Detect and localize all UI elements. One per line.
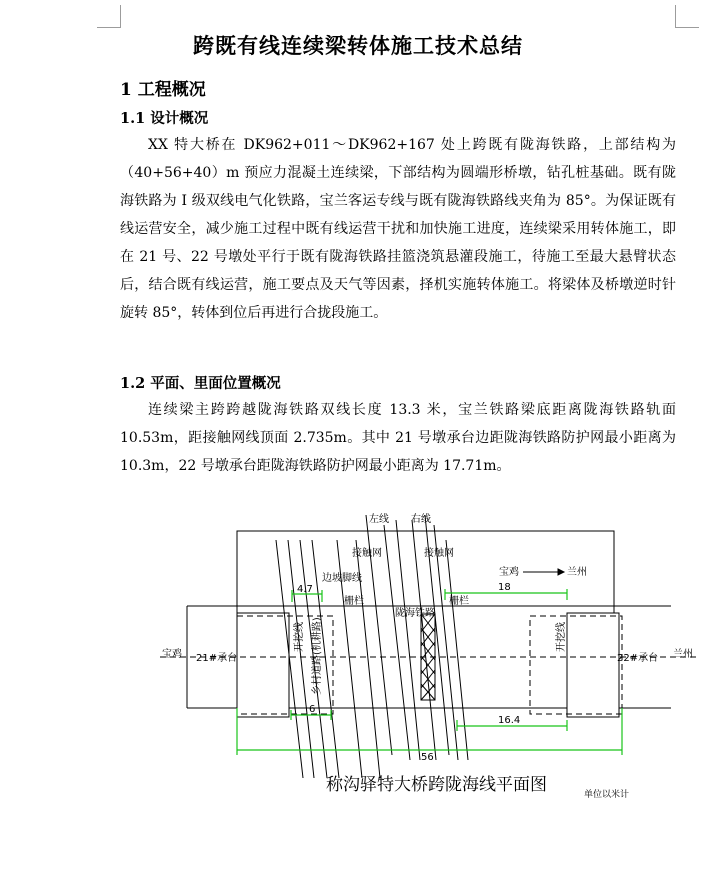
pier-cap-21 (237, 613, 289, 717)
label-catenary-right: 接触网 (424, 548, 454, 559)
label-dim-18: 18 (498, 582, 511, 593)
label-left-line: 左线 (369, 514, 389, 525)
label-cap-22: 22#承台 (617, 653, 659, 664)
label-lanzhou-right: 兰州 (673, 649, 693, 660)
label-dim-56: 56 (421, 752, 434, 763)
paragraph-position-text: 连续梁主跨跨越陇海铁路双线长度 13.3 米，宝兰铁路梁底距离陇海铁路轨面 10.53m，距接触网线顶面 2.735m。其中 21 号墩承台边距陇海铁路防护网最小距离为 10.3m，22 号墩承台距陇海铁路防护网最小距离为 17.71m。 (120, 402, 676, 474)
label-cap-21: 21#承台 (196, 653, 238, 664)
pier-cap-22 (567, 613, 619, 717)
label-catenary-left: 接触网 (352, 548, 382, 559)
label-excavation-right: 开挖线 (556, 622, 567, 652)
label-dir-lanzhou: 兰州 (567, 567, 587, 578)
figure-caption: 称沟驿特大桥跨陇海线平面图 (326, 775, 547, 795)
label-dir-baoji: 宝鸡 (499, 567, 519, 578)
label-dim-4-7: 4.7 (297, 584, 313, 595)
label-dim-16-4: 16.4 (498, 715, 521, 726)
railway-line-a (396, 520, 420, 760)
label-dim-6: 6 (309, 704, 316, 715)
section-heading-1: 1 工程概况 (120, 80, 206, 100)
label-slope-line: 边坡脚线 (322, 573, 362, 584)
figure-unit-note: 单位以米计 (584, 790, 630, 800)
label-fence-right: 栅栏 (449, 596, 469, 607)
label-railway: 陇海铁路 (395, 608, 435, 619)
label-fence-left: 栅栏 (344, 596, 364, 607)
document-title: 跨既有线连续梁转体施工技术总结 (193, 33, 523, 58)
track-line-2 (288, 540, 314, 778)
label-right-line: 右线 (411, 514, 431, 525)
label-baoji-left: 宝鸡 (162, 649, 182, 660)
label-road: 乡村道路(机耕路) (312, 617, 323, 695)
paragraph-design-text: XX 特大桥在 DK962+011～DK962+167 处上跨既有陇海铁路，上部结构为（40+56+40）m 预应力混凝土连续梁，下部结构为圆端形桥墩，钻孔桩基础。既有陇海铁路为 I 级双线电气化铁路，宝兰客运专线与既有陇海铁路线夹角为 85°。为保证既有线运营安全，减少施工过程中既有线运营干扰和加快施工进度，连续梁采用转体施工，即在 21 号、22 号墩处平行于既有陇海铁路挂篮浇筑悬灌段施工，待施工至最大悬臂状态后，结合既有线运营，施工要点及天气等因素，择机实施转体施工。将梁体及桥墩逆时针旋转 85°，转体到位后再进行合拢段施工。 (120, 137, 676, 321)
label-excavation-left: 开挖线 (294, 622, 305, 652)
subsection-heading-1-1: 1.1 设计概况 (120, 110, 209, 127)
subsection-heading-1-2: 1.2 平面、里面位置概况 (120, 375, 281, 392)
catenary-line-left (384, 525, 410, 760)
